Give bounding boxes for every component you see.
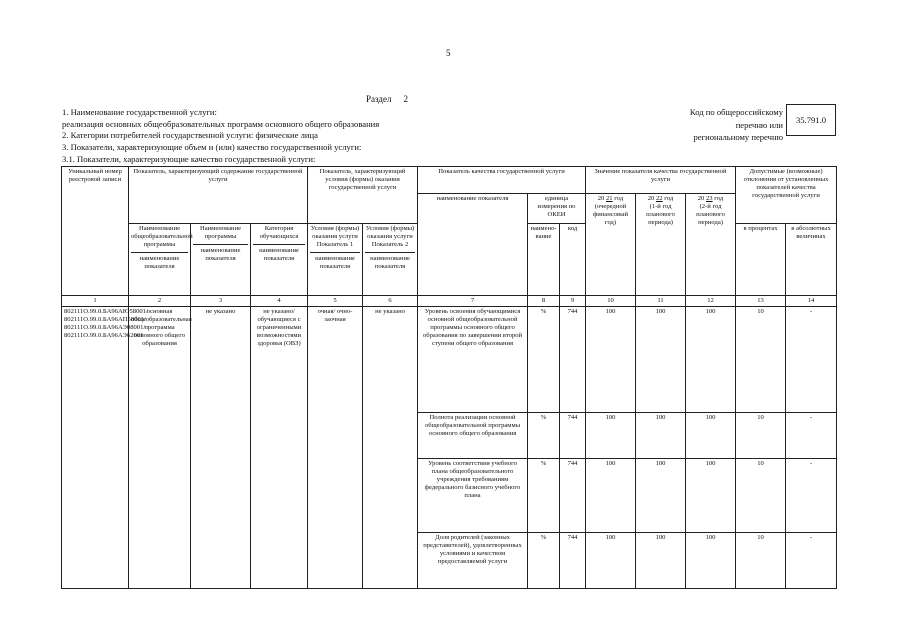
subheader-category xyxy=(251,224,308,296)
year-prefix: 20 xyxy=(597,195,605,202)
indicator-percent: 10 xyxy=(736,533,786,589)
header-unit-code: код xyxy=(560,224,586,296)
header-percent: в процентах xyxy=(736,224,786,296)
indicator-absolute: - xyxy=(786,307,837,413)
column-number: 10 xyxy=(586,296,636,307)
column-number: 3 xyxy=(191,296,251,307)
header-indicator-name: наименование показателя xyxy=(418,194,528,296)
header-absolute: в абсолютных величинах xyxy=(786,224,837,296)
indicator-percent: 10 xyxy=(736,413,786,459)
line-quality-indicators: 3.1. Показатели, характеризующие качество государственной услуги: xyxy=(62,154,316,164)
column-number: 5 xyxy=(308,296,363,307)
indicator-value-1: 100 xyxy=(586,307,636,413)
code-label-line: перечню или xyxy=(735,119,783,130)
indicator-absolute: - xyxy=(786,533,837,589)
indicator-value-1: 100 xyxy=(586,533,636,589)
table-row xyxy=(62,307,837,413)
indicator-name: Уровень соответствия учебного плана общеобразовательного учреждения требованиям федерального базисного учебного плана xyxy=(418,459,528,533)
record-program-name: не указано xyxy=(191,307,251,589)
subheader-text: Наименование программы xyxy=(199,225,242,240)
section-label: Раздел xyxy=(366,94,392,104)
record-condition-2: не указано xyxy=(363,307,418,589)
header-year-3 xyxy=(686,194,736,296)
column-number: 1 xyxy=(62,296,129,307)
column-number: 4 xyxy=(251,296,308,307)
subheader-condition-1 xyxy=(308,224,363,296)
header-unit: единица измерения по ОКЕИ xyxy=(528,194,586,224)
column-numbers-row xyxy=(62,296,837,307)
indicator-code: 744 xyxy=(560,533,586,589)
indicator-code: 744 xyxy=(560,459,586,533)
year-sub: (очередной финансовый год) xyxy=(592,203,629,226)
year-word: год xyxy=(714,195,724,202)
year-sub: (1-й год планового периода) xyxy=(646,203,675,226)
indicator-value-1: 100 xyxy=(586,459,636,533)
indicator-absolute: - xyxy=(786,413,837,459)
subheader-text: Условия (формы) оказания услуги Показатель 1 xyxy=(310,225,360,248)
subheader-underline: наименование показателя xyxy=(193,244,248,263)
page-number: 5 xyxy=(446,48,451,58)
subheader-text: Наименование общеобразовательной программы xyxy=(131,225,193,248)
column-number: 9 xyxy=(560,296,586,307)
year-word: год xyxy=(614,195,624,202)
year-suffix: 22 xyxy=(656,195,663,202)
year-word: год xyxy=(664,195,674,202)
year-prefix: 20 xyxy=(647,195,655,202)
section-title xyxy=(366,94,408,104)
indicator-value-2: 100 xyxy=(636,533,686,589)
indicator-code: 744 xyxy=(560,307,586,413)
year-suffix: 23 xyxy=(706,195,713,202)
header-allowed-deviation: Допустимые (возможные) отклонения от установленных показателей качества государственной услуги xyxy=(736,167,837,224)
subheader-condition-2 xyxy=(363,224,418,296)
indicator-name: Полнота реализации основной общеобразовательной программы основного общего образования xyxy=(418,413,528,459)
indicator-percent: 10 xyxy=(736,459,786,533)
header-year-1 xyxy=(586,194,636,296)
code-label-line: Код по общероссийскому xyxy=(689,107,783,117)
code-value-box: 35.791.0 xyxy=(786,104,836,136)
section-number: 2 xyxy=(403,94,408,104)
indicator-name: Доля родителей (законных представителей), удовлетворенных условиями и качеством предоставляемой услуги xyxy=(418,533,528,589)
line-service-name: реализация основных общеобразовательных программ основного общего образования xyxy=(62,119,380,129)
indicator-unit: % xyxy=(528,533,560,589)
code-label-line: региональному перечню xyxy=(693,132,783,142)
indicator-value-2: 100 xyxy=(636,459,686,533)
subheader-underline: наименование показателя xyxy=(131,252,188,271)
indicator-code: 744 xyxy=(560,413,586,459)
line-consumers: 2. Категории потребителей государственной услуги: физические лица xyxy=(62,130,318,140)
column-number: 11 xyxy=(636,296,686,307)
indicator-name: Уровень освоения обучающимися основной общеобразовательной программы основного общего образования по завершении второй ступени общего образования xyxy=(418,307,528,413)
column-number: 8 xyxy=(528,296,560,307)
indicator-percent: 10 xyxy=(736,307,786,413)
subheader-underline: наименование показателя xyxy=(253,244,305,263)
column-number: 2 xyxy=(129,296,191,307)
header-unique-number: Уникальный номер реестровой записи xyxy=(62,167,129,296)
record-code: 802111О.99.0.БА96АЮ58001/ 802111О.99.0.БА96АП58001/ 802111О.99.0.БА96АЭ08001/ 802111О.99.0.БА96АЭ62001 xyxy=(62,307,129,589)
header-content-indicator: Показатель, характеризующий содержание государственной услуги xyxy=(129,167,308,224)
header-quality-value: Значение показателя качества государственной услуги xyxy=(586,167,736,194)
quality-table xyxy=(61,166,837,589)
indicator-value-2: 100 xyxy=(636,413,686,459)
record-program: основная общеобразовательная программа основного общего образования xyxy=(129,307,191,589)
column-number: 6 xyxy=(363,296,418,307)
indicator-value-3: 100 xyxy=(686,307,736,413)
line-indicators: 3. Показатели, характеризующие объем и (или) качество государственной услуги: xyxy=(62,142,362,152)
code-label xyxy=(583,106,783,144)
record-category: не указано/ обучающиеся с ограниченными возможностями здоровья (ОВЗ) xyxy=(251,307,308,589)
header-unit-name: наимено-вание xyxy=(528,224,560,296)
subheader-underline: наименование показателя xyxy=(365,252,415,271)
subheader-text: Категория обучающихся xyxy=(259,225,299,240)
subheader-underline: наименование показателя xyxy=(310,252,360,271)
year-sub: (2-й год планового периода) xyxy=(696,203,725,226)
indicator-value-2: 100 xyxy=(636,307,686,413)
indicator-unit: % xyxy=(528,307,560,413)
indicator-value-3: 100 xyxy=(686,533,736,589)
column-number: 7 xyxy=(418,296,528,307)
subheader-program xyxy=(129,224,191,296)
indicator-unit: % xyxy=(528,459,560,533)
subheader-text: Условия (формы) оказания услуги Показатель 2 xyxy=(365,225,415,248)
indicator-value-3: 100 xyxy=(686,413,736,459)
column-number: 12 xyxy=(686,296,736,307)
header-quality-indicator: Показатель качества государственной услуги xyxy=(418,167,586,194)
column-number: 13 xyxy=(736,296,786,307)
header-year-2 xyxy=(636,194,686,296)
indicator-absolute: - xyxy=(786,459,837,533)
header-conditions-indicator: Показатель, характеризующий условия (формы) оказания государственной услуги xyxy=(308,167,418,224)
year-suffix: 21 xyxy=(606,195,613,202)
subheader-program-name xyxy=(191,224,251,296)
year-prefix: 20 xyxy=(697,195,705,202)
record-condition-1: очная/ очно-заочная xyxy=(308,307,363,589)
column-number: 14 xyxy=(786,296,837,307)
line-service-name-label: 1. Наименование государственной услуги: xyxy=(62,107,217,117)
indicator-value-3: 100 xyxy=(686,459,736,533)
indicator-unit: % xyxy=(528,413,560,459)
indicator-value-1: 100 xyxy=(586,413,636,459)
